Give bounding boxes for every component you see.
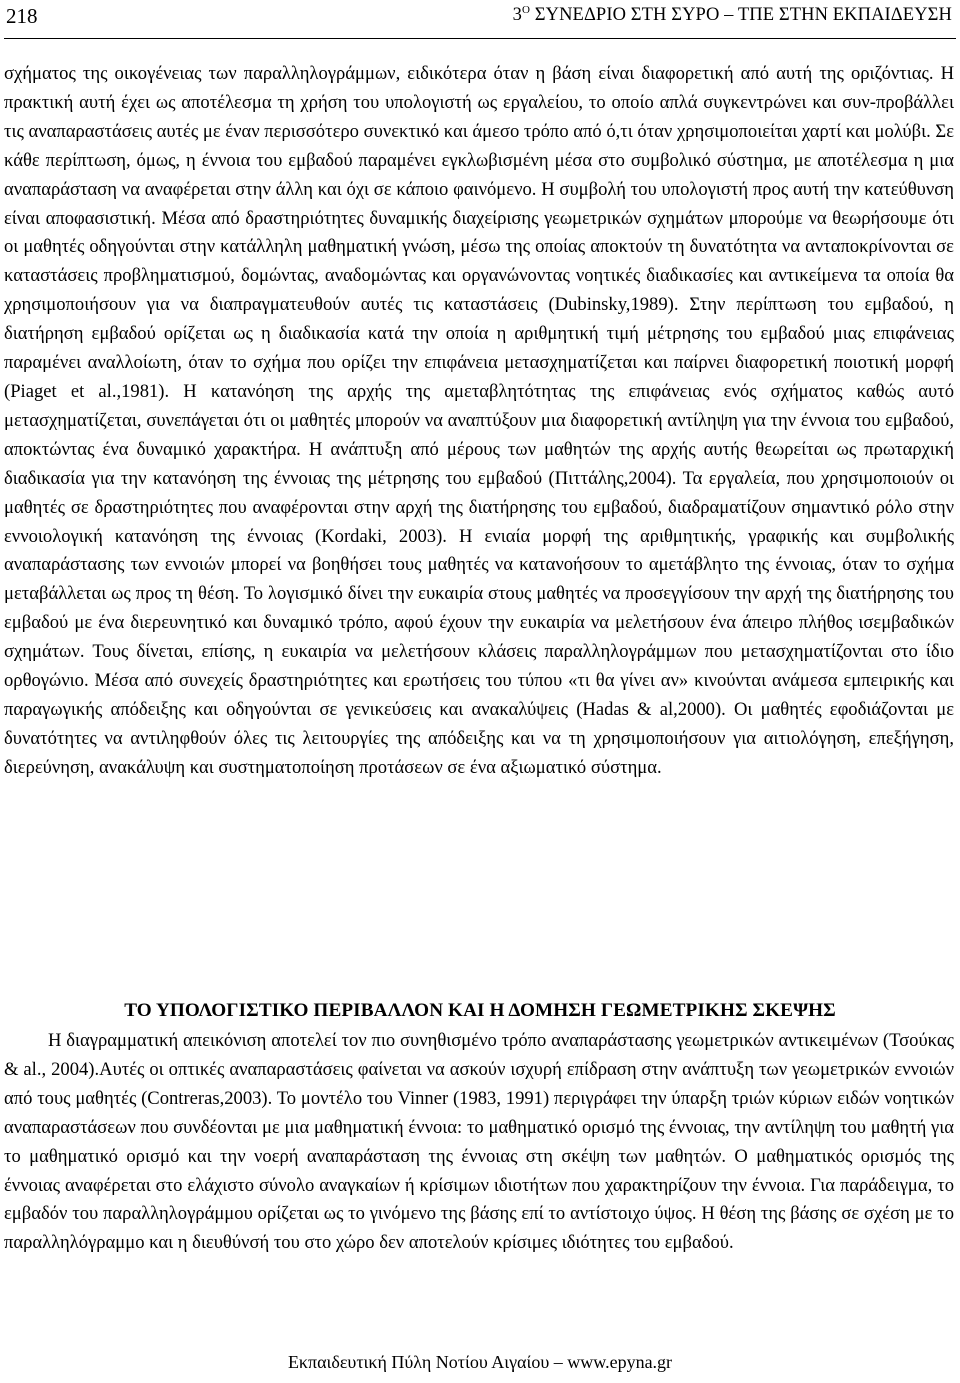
conference-title: ΣΥΝΕΔΡΙΟ ΣΤΗ ΣΥΡΟ – ΤΠΕ ΣΤΗΝ ΕΚΠΑΙΔΕΥΣΗ: [534, 5, 952, 26]
page-header: [0, 0, 960, 44]
conference-ordinal: 3: [512, 5, 522, 26]
page-number: 218: [6, 4, 38, 28]
page-footer: Εκπαιδευτική Πύλη Νοτίου Αιγαίου – www.epyna.gr: [287, 1352, 673, 1372]
header-rule: [4, 38, 956, 39]
body-paragraph-1: σχήματος της οικογένειας των παραλληλογράμμων, ειδικότερα όταν η βάση είναι διαφορετική από αυτή της οριζόντιας. Η πρακτική αυτή έχει ως αποτέλεσμα τη χρήση του υπολογιστή ως εργαλείου, το οποίο απλά συγκεντρώνει και συν-προβάλλει τις αναπαραστάσεις αυτές με έναν περισσότερο συνεκτικό και άμεσο τρόπο από ό,τι όταν χρησιμοποιείται χαρτί και μολύβι. Σε κάθε περίπτωση, όμως, η έννοια του εμβαδού παραμένει εγκλωβισμένη μέσα στο συμβολικό σύστημα, με αποτέλεσμα η μια αναπαράσταση να αναφέρεται στην άλλη και όχι σε κάποιο φαινόμενο. Η συμβολή του υπολογιστή προς αυτή την κατεύθυνση είναι αποφασιστική. Μέσα από δραστηριότητες δυναμικής διαχείρισης γεωμετρικών σχημάτων μπορούμε να θεωρήσουμε ότι οι μαθητές οδηγούνται στην κατάλληλη μαθηματική γνώση, μέσω της οποίας αποκτούν τη δυνατότητα να ανταποκρίνονται σε καταστάσεις προβληματισμού, δομώντας, αναδομώντας και οργανώνοντας νοητικές διαδικασίες και αντικείμενα τα οποία θα χρησιμοποιήσουν για να διαπραγματευθούν αυτές τις καταστάσεις (Dubinsky,1989). Στην περίπτωση του εμβαδού, η διατήρηση εμβαδού ορίζεται ως η διαδικασία κατά την οποία η αριθμητική τιμή μέτρησης του εμβαδού μιας επιφάνειας παραμένει αναλλοίωτη, όταν το σχήμα που ορίζει την επιφάνεια μετασχηματίζεται και παίρνει διαφορετική ποιοτική μορφή (Piaget et al.,1981). Η κατανόηση της αρχής της αμεταβλητότητας της επιφάνειας ενός σχήματος καθώς αυτό μετασχηματίζεται, συνεπάγεται ότι οι μαθητές μπορούν να αναπτύξουν μια διαφορετική αντίληψη για την έννοια του εμβαδού, αποκτώντας ένα δυναμικό χαρακτήρα. Η ανάπτυξη από μέρους των μαθητών της αρχής αυτής θεωρείται ως πρωταρχική διαδικασία για την κατανόηση της έννοιας της μέτρησης του εμβαδού (Πιττάλης,2004). Τα εργαλεία, που χρησιμοποιούν οι μαθητές σε δραστηριότητες που αναφέρονται στην αρχή της διατήρησης του εμβαδού, διαδραματίζουν σημαντικό ρόλο στην εννοιολογική κατανόηση της έννοιας (Kordaki, 2003). Η ενιαία μορφή της αριθμητικής, γραφικής και συμβολικής αναπαράστασης των εννοιών μπορεί να βοηθήσει τους μαθητές να κατανοήσουν το αμετάβλητο της έννοιας, όταν το σχήμα μεταβάλλεται ως προς τη θέση. Το λογισμικό δίνει την ευκαιρία στους μαθητές να προσεγγίσουν την αρχή της διατήρησης του εμβαδού με ένα διερευνητικό και δυναμικό τρόπο, αφού έχουν την ευκαιρία να μελετήσουν ένα άπειρο πλήθος ισεμβαδικών σχημάτων. Τους δίνεται, επίσης, η ευκαιρία να μελετήσουν κλάσεις παραλληλογράμμων που μετασχηματίζονται στο ίδιο ορθογώνιο. Μέσα από συνεχείς δραστηριότητες και ερωτήσεις του τύπου «τι θα γίνει αν» κινούνται ανάμεσα εμπειρικής και παραγωγικής απόδειξης και οδηγούνται σε γενικεύσεις και ανακαλύψεις (Hadas & al,2000). Οι μαθητές εφοδιάζονται με δυνατότητες να αντιληφθούν όλες τις λειτουργίες της απόδειξης και να τη χρησιμοποιήσουν για αιτιολόγηση, επεξήγηση, διερεύνηση, ανακάλυψη και συστηματοποίηση προτάσεων σε ένα αξιωματικό σύστημα.: [4, 63, 955, 778]
section-heading: ΤΟ ΥΠΟΛΟΓΙΣΤΙΚΟ ΠΕΡΙΒΑΛΛΟΝ ΚΑΙ Η ΔΟΜΗΣΗ ΓΕΩΜΕΤΡΙΚΗΣ ΣΚΕΨΗΣ: [124, 1000, 836, 1021]
conference-ordinal-suffix: Ο: [521, 4, 531, 16]
running-head: [513, 4, 952, 26]
body-paragraph-2: Η διαγραμματική απεικόνιση αποτελεί τον πιο συνηθισμένο τρόπο αναπαράστασης γεωμετρικών αντικειμένων (Τσούκας & al., 2004).Αυτές οι οπτικές αναπαραστάσεις φαίνεται να ασκούν ισχυρή επίδραση στην ανάπτυξη των γεωμετρικών εννοιών από τους μαθητές (Contreras,2003). Το μοντέλο του Vinner (1983, 1991) περιγράφει την ύπαρξη τριών κύριων ειδών νοητικών αναπαραστάσεων που συνδέονται με μια μαθηματική έννοια: το μαθηματικό ορισμό της έννοιας, την αντίληψη του μαθητή για το μαθηματικό ορισμό και την νοερή αναπαράσταση της έννοιας στη σκέψη των μαθητών. Ο μαθηματικός ορισμός της έννοιας αναφέρεται στο ελάχιστο σύνολο αναγκαίων ή κρίσιμων ιδιοτήτων που χαρακτηρίζουν την έννοια. Για παράδειγμα, το εμβαδόν του παραλληλογράμμου ορίζεται ως το γινόμενο της βάσης επί το αντίστοιχο ύψος. Η θέση της βάσης σε σχέση με το παραλληλόγραμμο και η διευθύνσή του στο χώρο δεν αποτελούν κρίσιμες ιδιότητες του εμβαδού.: [4, 1030, 954, 1254]
